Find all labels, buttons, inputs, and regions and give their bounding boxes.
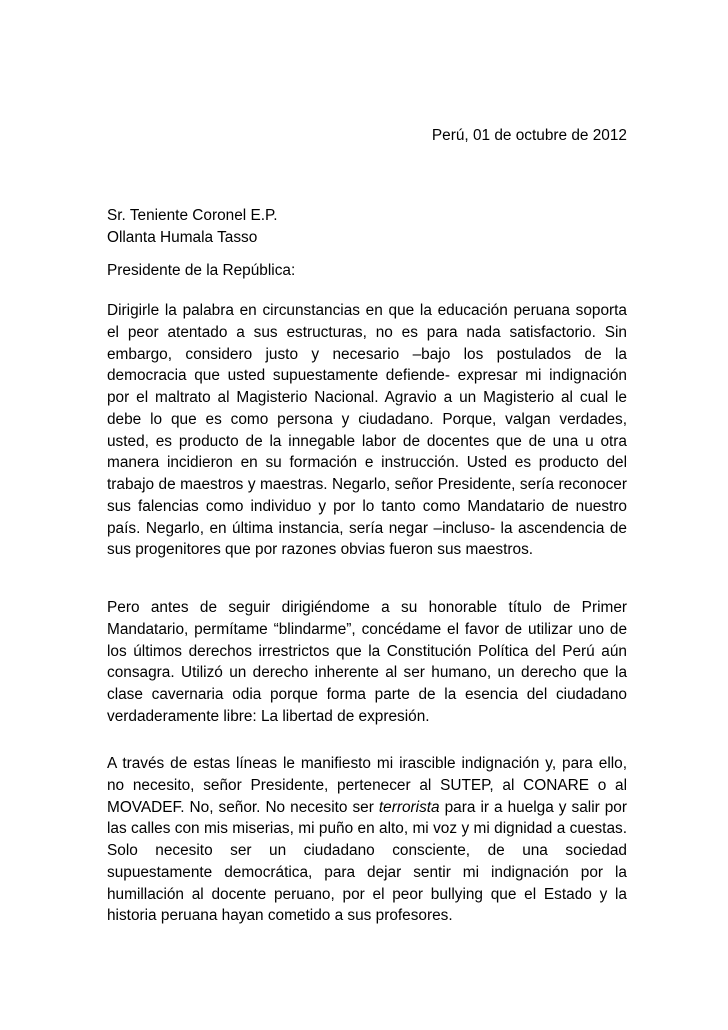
date-line: Perú, 01 de octubre de 2012 (431, 127, 627, 144)
paragraph-3-text-end: para ir a huelga y salir por las calles con mis miserias, mi puño en alto, mi voz y mi dignidad a cuestas. Solo necesito ser un ciudadano consciente, de una sociedad supuestamente democrática, para dejar sentir mi indignación por la humillación al docente peruano, por el peor bullying que el Estado y la historia peruana hayan cometido a sus profesores. (107, 798, 627, 925)
paragraph-3 (107, 753, 627, 927)
addressee-title: Sr. Teniente Coronel E.P. (107, 207, 278, 224)
salutation: Presidente de la República: (107, 262, 296, 279)
paragraph-1: Dirigirle la palabra en circunstancias en que la educación peruana soporta el peor atentado a sus estructuras, no es para nada satisfactorio. Sin embargo, considero justo y necesario –bajo los postulados de la democracia que usted supuestamente defiende- expresar mi indignación por el maltrato al Magisterio Nacional. Agravio a un Magisterio al cual le debe lo que es como persona y ciudadano. Porque, valgan verdades, usted, es producto de la innegable labor de docentes que de una u otra manera incidieron en su formación e instrucción. Usted es producto del trabajo de maestros y maestras. Negarlo, señor Presidente, sería reconocer sus falencias como individuo y por lo tanto como Mandatario de nuestro país. Negarlo, en última instancia, sería negar –incluso- la ascendencia de sus progenitores que por razones obvias fueron sus maestros. (107, 302, 627, 559)
addressee-block (107, 205, 278, 249)
paragraph-3-text-start: A través de estas líneas le manifiesto mi irascible indignación y, para ello, no necesito, señor Presidente, pertenecer al SUTEP, al CONARE o al MOVADEF. No, señor. No necesito ser (107, 755, 627, 816)
addressee-name: Ollanta Humala Tasso (107, 229, 258, 246)
paragraph-3-italic-word: terrorista (378, 798, 440, 816)
paragraph-2: Pero antes de seguir dirigiéndome a su honorable título de Primer Mandatario, permítame “blindarme”, concédame el favor de utilizar uno de los últimos derechos irrestrictos que la Constitución Política del Perú aún consagra. Utilizó un derecho inherente al ser humano, un derecho que la clase cavernaria odia porque forma parte de la esencia del ciudadano verdaderamente libre: La libertad de expresión. (107, 599, 627, 725)
